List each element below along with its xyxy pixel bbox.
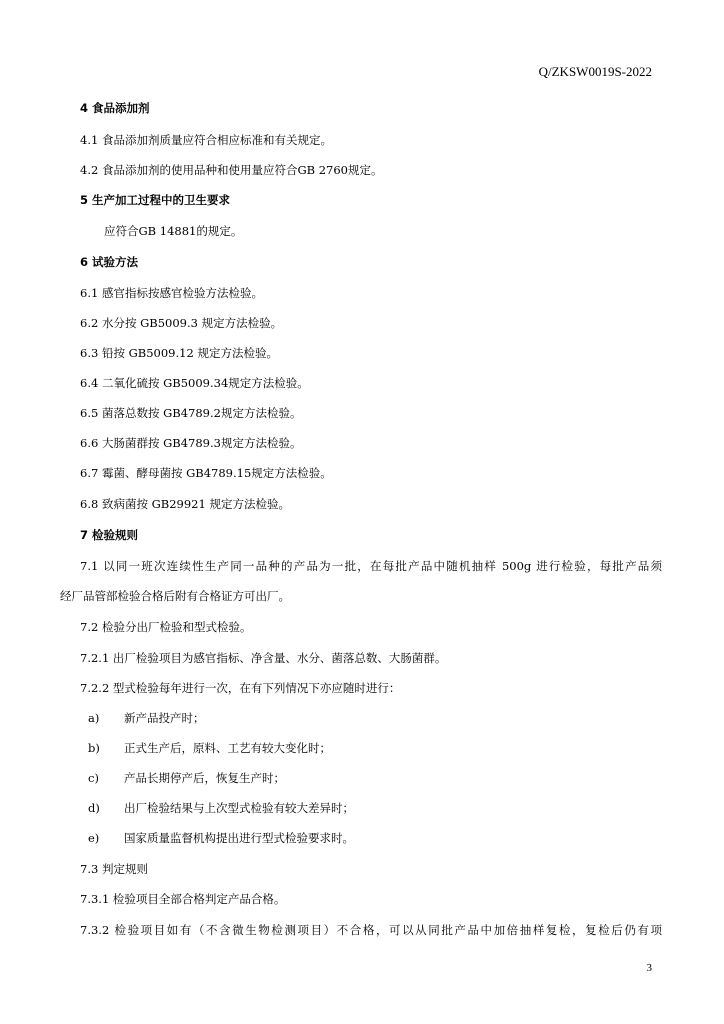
list-item-text: 出厂检验结果与上次型式检验有较大差异时； [124,801,354,815]
list-item-mark: e) [88,831,100,845]
clause-4-1: 4.1 食品添加剂质量应符合相应标准和有关规定。 [80,133,332,147]
list-item-mark: d) [88,801,100,815]
clause-7-1-line-1: 7.1 以同一班次连续性生产同一品种的产品为一批，在每批产品中随机抽样 500g 进行检验，每批产品须 [80,559,662,573]
section-6-heading: 6 试验方法 [80,255,139,269]
document-code: Q/ZKSW0019S-2022 [538,64,652,79]
list-item [80,740,662,756]
clause-7-1-line-2: 经厂品管部检验合格后附有合格证方可出厂。 [60,589,290,603]
section-7-heading: 7 检验规则 [80,528,139,542]
section-5-heading: 5 生产加工过程中的卫生要求 [80,193,231,207]
clause-6-5: 6.5 菌落总数按 GB4789.2规定方法检验。 [80,406,302,420]
clause-7-3-1: 7.3.1 检验项目全部合格判定产品合格。 [80,892,286,906]
list-item-text: 国家质量监督机构提出进行型式检验要求时。 [124,831,354,845]
list-item [80,800,662,816]
list-item [80,770,662,786]
clause-6-1: 6.1 感官指标按感官检验方法检验。 [80,286,263,300]
clause-6-4: 6.4 二氧化硫按 GB5009.34规定方法检验。 [80,376,309,390]
clause-7-3-2: 7.3.2 检验项目如有（不含微生物检测项目）不合格，可以从同批产品中加倍抽样复检，复检后仍有项 [80,923,662,937]
clause-7-3: 7.3 判定规则 [80,862,148,876]
list-item [80,830,662,846]
list-item-text: 正式生产后，原料、工艺有较大变化时； [124,741,331,755]
section-4-heading: 4 食品添加剂 [80,101,150,115]
list-item-mark: b) [88,741,100,755]
list-item-mark: a) [88,711,100,725]
clause-6-6: 6.6 大肠菌群按 GB4789.3规定方法检验。 [80,436,302,450]
clause-6-2: 6.2 水分按 GB5009.3 规定方法检验。 [80,316,283,330]
clause-4-2: 4.2 食品添加剂的使用品种和使用量应符合GB 2760规定。 [80,163,383,177]
section-5-body: 应符合GB 14881的规定。 [104,224,243,238]
page-number: 3 [646,962,652,974]
clause-7-2: 7.2 检验分出厂检验和型式检验。 [80,620,252,634]
list-item-text: 产品长期停产后，恢复生产时； [124,771,285,785]
clause-7-2-2: 7.2.2 型式检验每年进行一次，在有下列情况下亦应随时进行： [80,681,401,695]
clause-6-3: 6.3 铅按 GB5009.12 规定方法检验。 [80,346,278,360]
clause-7-2-1: 7.2.1 出厂检验项目为感官指标、净含量、水分、菌落总数、大肠菌群。 [80,651,447,665]
clause-6-7: 6.7 霉菌、酵母菌按 GB4789.15规定方法检验。 [80,466,332,480]
list-item-text: 新产品投产时； [124,711,205,725]
list-item [80,710,662,726]
clause-6-8: 6.8 致病菌按 GB29921 规定方法检验。 [80,497,290,511]
list-item-mark: c) [88,771,99,785]
